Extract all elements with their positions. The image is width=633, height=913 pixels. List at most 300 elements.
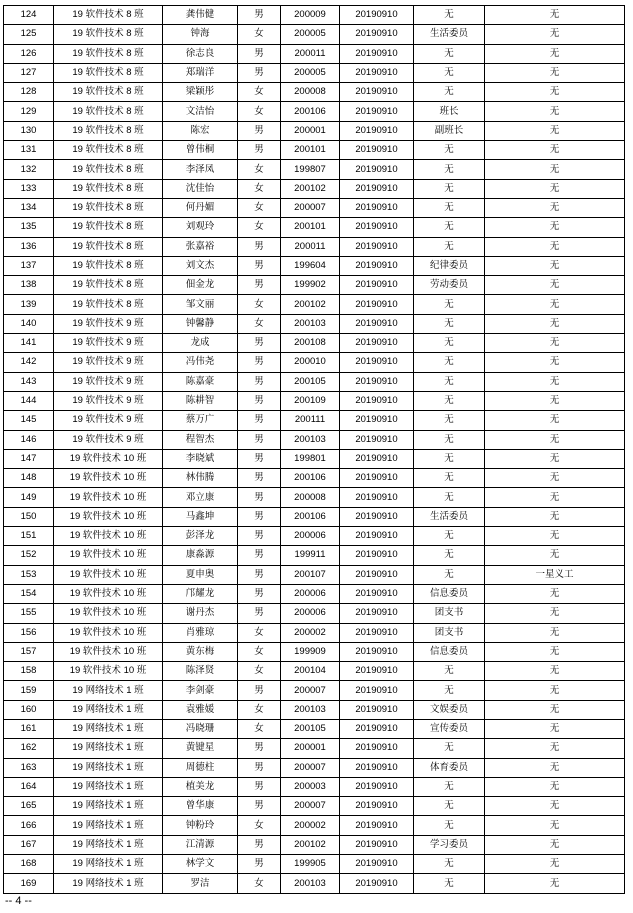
gender-cell: 男 bbox=[238, 527, 281, 546]
enroll-date-cell: 20190910 bbox=[340, 855, 414, 874]
birth-cell: 200108 bbox=[281, 334, 340, 353]
position-cell: 信息委员 bbox=[414, 584, 485, 603]
honor-cell: 无 bbox=[485, 295, 625, 314]
honor-cell: 一星义工 bbox=[485, 565, 625, 584]
class-cell: 19 网络技术 1 班 bbox=[54, 816, 163, 835]
name-cell: 程智杰 bbox=[163, 430, 238, 449]
birth-cell: 200104 bbox=[281, 662, 340, 681]
gender-cell: 男 bbox=[238, 855, 281, 874]
birth-cell: 200106 bbox=[281, 469, 340, 488]
enroll-date-cell: 20190910 bbox=[340, 469, 414, 488]
enroll-date-cell: 20190910 bbox=[340, 25, 414, 44]
birth-cell: 200002 bbox=[281, 623, 340, 642]
honor-cell: 无 bbox=[485, 835, 625, 854]
name-cell: 李晓斌 bbox=[163, 449, 238, 468]
honor-cell: 无 bbox=[485, 662, 625, 681]
gender-cell: 男 bbox=[238, 411, 281, 430]
class-cell: 19 软件技术 9 班 bbox=[54, 430, 163, 449]
table-row bbox=[4, 25, 625, 44]
position-cell: 生活委员 bbox=[414, 25, 485, 44]
birth-cell: 200109 bbox=[281, 391, 340, 410]
enroll-date-cell: 20190910 bbox=[340, 546, 414, 565]
birth-cell: 200011 bbox=[281, 44, 340, 63]
enroll-date-cell: 20190910 bbox=[340, 874, 414, 893]
class-cell: 19 软件技术 8 班 bbox=[54, 63, 163, 82]
name-cell: 李剑豪 bbox=[163, 681, 238, 700]
name-cell: 佃金龙 bbox=[163, 276, 238, 295]
position-cell: 无 bbox=[414, 353, 485, 372]
seq-cell: 128 bbox=[4, 83, 54, 102]
birth-cell: 200103 bbox=[281, 874, 340, 893]
name-cell: 邓立康 bbox=[163, 488, 238, 507]
class-cell: 19 软件技术 8 班 bbox=[54, 102, 163, 121]
seq-cell: 125 bbox=[4, 25, 54, 44]
honor-cell: 无 bbox=[485, 276, 625, 295]
gender-cell: 女 bbox=[238, 623, 281, 642]
seq-cell: 146 bbox=[4, 430, 54, 449]
class-cell: 19 软件技术 8 班 bbox=[54, 83, 163, 102]
table-row bbox=[4, 546, 625, 565]
class-cell: 19 软件技术 10 班 bbox=[54, 604, 163, 623]
class-cell: 19 软件技术 9 班 bbox=[54, 372, 163, 391]
class-cell: 19 软件技术 9 班 bbox=[54, 411, 163, 430]
honor-cell: 无 bbox=[485, 527, 625, 546]
honor-cell: 无 bbox=[485, 777, 625, 796]
table-row bbox=[4, 430, 625, 449]
position-cell: 团支书 bbox=[414, 604, 485, 623]
honor-cell: 无 bbox=[485, 469, 625, 488]
gender-cell: 男 bbox=[238, 777, 281, 796]
table-row bbox=[4, 334, 625, 353]
position-cell: 无 bbox=[414, 218, 485, 237]
table-row bbox=[4, 44, 625, 63]
enroll-date-cell: 20190910 bbox=[340, 179, 414, 198]
gender-cell: 女 bbox=[238, 102, 281, 121]
gender-cell: 男 bbox=[238, 372, 281, 391]
table-row bbox=[4, 449, 625, 468]
seq-cell: 167 bbox=[4, 835, 54, 854]
honor-cell: 无 bbox=[485, 700, 625, 719]
honor-cell: 无 bbox=[485, 449, 625, 468]
gender-cell: 女 bbox=[238, 295, 281, 314]
class-cell: 19 网络技术 1 班 bbox=[54, 797, 163, 816]
position-cell: 无 bbox=[414, 198, 485, 217]
birth-cell: 200003 bbox=[281, 777, 340, 796]
birth-cell: 200001 bbox=[281, 121, 340, 140]
position-cell: 无 bbox=[414, 179, 485, 198]
class-cell: 19 网络技术 1 班 bbox=[54, 855, 163, 874]
name-cell: 钟粉玲 bbox=[163, 816, 238, 835]
gender-cell: 男 bbox=[238, 63, 281, 82]
position-cell: 无 bbox=[414, 777, 485, 796]
honor-cell: 无 bbox=[485, 44, 625, 63]
position-cell: 无 bbox=[414, 546, 485, 565]
birth-cell: 200101 bbox=[281, 141, 340, 160]
name-cell: 林伟腾 bbox=[163, 469, 238, 488]
name-cell: 何丹媚 bbox=[163, 198, 238, 217]
enroll-date-cell: 20190910 bbox=[340, 237, 414, 256]
position-cell: 无 bbox=[414, 874, 485, 893]
honor-cell: 无 bbox=[485, 63, 625, 82]
enroll-date-cell: 20190910 bbox=[340, 372, 414, 391]
table-row bbox=[4, 662, 625, 681]
honor-cell: 无 bbox=[485, 623, 625, 642]
name-cell: 周德柱 bbox=[163, 758, 238, 777]
class-cell: 19 软件技术 9 班 bbox=[54, 334, 163, 353]
seq-cell: 160 bbox=[4, 700, 54, 719]
birth-cell: 200009 bbox=[281, 6, 340, 25]
table-row bbox=[4, 63, 625, 82]
birth-cell: 200103 bbox=[281, 700, 340, 719]
class-cell: 19 软件技术 8 班 bbox=[54, 179, 163, 198]
gender-cell: 女 bbox=[238, 160, 281, 179]
table-row bbox=[4, 488, 625, 507]
gender-cell: 女 bbox=[238, 816, 281, 835]
seq-cell: 153 bbox=[4, 565, 54, 584]
position-cell: 无 bbox=[414, 334, 485, 353]
honor-cell: 无 bbox=[485, 353, 625, 372]
honor-cell: 无 bbox=[485, 816, 625, 835]
table-row bbox=[4, 237, 625, 256]
gender-cell: 女 bbox=[238, 700, 281, 719]
enroll-date-cell: 20190910 bbox=[340, 527, 414, 546]
birth-cell: 200106 bbox=[281, 507, 340, 526]
table-row bbox=[4, 314, 625, 333]
position-cell: 无 bbox=[414, 63, 485, 82]
enroll-date-cell: 20190910 bbox=[340, 739, 414, 758]
seq-cell: 134 bbox=[4, 198, 54, 217]
honor-cell: 无 bbox=[485, 25, 625, 44]
name-cell: 冯伟尧 bbox=[163, 353, 238, 372]
honor-cell: 无 bbox=[485, 256, 625, 275]
birth-cell: 199911 bbox=[281, 546, 340, 565]
table-row bbox=[4, 874, 625, 893]
name-cell: 蔡万广 bbox=[163, 411, 238, 430]
honor-cell: 无 bbox=[485, 719, 625, 738]
table-row bbox=[4, 353, 625, 372]
gender-cell: 男 bbox=[238, 276, 281, 295]
class-cell: 19 软件技术 9 班 bbox=[54, 314, 163, 333]
name-cell: 马鑫坤 bbox=[163, 507, 238, 526]
honor-cell: 无 bbox=[485, 121, 625, 140]
class-cell: 19 软件技术 8 班 bbox=[54, 25, 163, 44]
seq-cell: 138 bbox=[4, 276, 54, 295]
seq-cell: 124 bbox=[4, 6, 54, 25]
enroll-date-cell: 20190910 bbox=[340, 681, 414, 700]
position-cell: 无 bbox=[414, 83, 485, 102]
position-cell: 文娱委员 bbox=[414, 700, 485, 719]
enroll-date-cell: 20190910 bbox=[340, 662, 414, 681]
table-row bbox=[4, 469, 625, 488]
gender-cell: 男 bbox=[238, 758, 281, 777]
honor-cell: 无 bbox=[485, 141, 625, 160]
seq-cell: 155 bbox=[4, 604, 54, 623]
honor-cell: 无 bbox=[485, 739, 625, 758]
table-row bbox=[4, 681, 625, 700]
birth-cell: 200111 bbox=[281, 411, 340, 430]
honor-cell: 无 bbox=[485, 198, 625, 217]
class-cell: 19 网络技术 1 班 bbox=[54, 719, 163, 738]
table-row bbox=[4, 372, 625, 391]
enroll-date-cell: 20190910 bbox=[340, 816, 414, 835]
name-cell: 张嘉裕 bbox=[163, 237, 238, 256]
birth-cell: 200005 bbox=[281, 63, 340, 82]
position-cell: 无 bbox=[414, 160, 485, 179]
class-cell: 19 网络技术 1 班 bbox=[54, 758, 163, 777]
enroll-date-cell: 20190910 bbox=[340, 565, 414, 584]
name-cell: 林学文 bbox=[163, 855, 238, 874]
honor-cell: 无 bbox=[485, 797, 625, 816]
table-row bbox=[4, 218, 625, 237]
roster-body bbox=[4, 6, 625, 894]
position-cell: 无 bbox=[414, 44, 485, 63]
honor-cell: 无 bbox=[485, 507, 625, 526]
seq-cell: 147 bbox=[4, 449, 54, 468]
gender-cell: 男 bbox=[238, 44, 281, 63]
table-row bbox=[4, 565, 625, 584]
name-cell: 梁颖彤 bbox=[163, 83, 238, 102]
position-cell: 学习委员 bbox=[414, 835, 485, 854]
seq-cell: 143 bbox=[4, 372, 54, 391]
class-cell: 19 软件技术 8 班 bbox=[54, 218, 163, 237]
honor-cell: 无 bbox=[485, 83, 625, 102]
class-cell: 19 网络技术 1 班 bbox=[54, 681, 163, 700]
seq-cell: 150 bbox=[4, 507, 54, 526]
honor-cell: 无 bbox=[485, 874, 625, 893]
enroll-date-cell: 20190910 bbox=[340, 141, 414, 160]
gender-cell: 男 bbox=[238, 353, 281, 372]
name-cell: 康淼源 bbox=[163, 546, 238, 565]
enroll-date-cell: 20190910 bbox=[340, 584, 414, 603]
student-roster-table bbox=[3, 5, 625, 894]
gender-cell: 男 bbox=[238, 507, 281, 526]
enroll-date-cell: 20190910 bbox=[340, 700, 414, 719]
name-cell: 谢丹杰 bbox=[163, 604, 238, 623]
class-cell: 19 网络技术 1 班 bbox=[54, 835, 163, 854]
class-cell: 19 软件技术 10 班 bbox=[54, 546, 163, 565]
enroll-date-cell: 20190910 bbox=[340, 411, 414, 430]
table-row bbox=[4, 411, 625, 430]
enroll-date-cell: 20190910 bbox=[340, 835, 414, 854]
enroll-date-cell: 20190910 bbox=[340, 642, 414, 661]
enroll-date-cell: 20190910 bbox=[340, 507, 414, 526]
gender-cell: 男 bbox=[238, 430, 281, 449]
enroll-date-cell: 20190910 bbox=[340, 353, 414, 372]
honor-cell: 无 bbox=[485, 488, 625, 507]
enroll-date-cell: 20190910 bbox=[340, 719, 414, 738]
name-cell: 邝耀龙 bbox=[163, 584, 238, 603]
enroll-date-cell: 20190910 bbox=[340, 121, 414, 140]
enroll-date-cell: 20190910 bbox=[340, 758, 414, 777]
enroll-date-cell: 20190910 bbox=[340, 391, 414, 410]
birth-cell: 200010 bbox=[281, 353, 340, 372]
honor-cell: 无 bbox=[485, 391, 625, 410]
birth-cell: 200006 bbox=[281, 604, 340, 623]
name-cell: 陈宏 bbox=[163, 121, 238, 140]
seq-cell: 142 bbox=[4, 353, 54, 372]
position-cell: 无 bbox=[414, 295, 485, 314]
class-cell: 19 软件技术 10 班 bbox=[54, 507, 163, 526]
birth-cell: 200007 bbox=[281, 758, 340, 777]
name-cell: 徐志良 bbox=[163, 44, 238, 63]
seq-cell: 136 bbox=[4, 237, 54, 256]
birth-cell: 199909 bbox=[281, 642, 340, 661]
table-row bbox=[4, 816, 625, 835]
position-cell: 无 bbox=[414, 372, 485, 391]
gender-cell: 男 bbox=[238, 256, 281, 275]
position-cell: 体育委员 bbox=[414, 758, 485, 777]
birth-cell: 200007 bbox=[281, 198, 340, 217]
table-row bbox=[4, 256, 625, 275]
class-cell: 19 软件技术 10 班 bbox=[54, 449, 163, 468]
seq-cell: 166 bbox=[4, 816, 54, 835]
position-cell: 无 bbox=[414, 469, 485, 488]
gender-cell: 男 bbox=[238, 739, 281, 758]
position-cell: 无 bbox=[414, 411, 485, 430]
enroll-date-cell: 20190910 bbox=[340, 102, 414, 121]
table-row bbox=[4, 527, 625, 546]
enroll-date-cell: 20190910 bbox=[340, 430, 414, 449]
seq-cell: 154 bbox=[4, 584, 54, 603]
seq-cell: 168 bbox=[4, 855, 54, 874]
name-cell: 钟馨静 bbox=[163, 314, 238, 333]
class-cell: 19 软件技术 10 班 bbox=[54, 584, 163, 603]
name-cell: 植美龙 bbox=[163, 777, 238, 796]
gender-cell: 男 bbox=[238, 334, 281, 353]
name-cell: 袁雅媛 bbox=[163, 700, 238, 719]
position-cell: 无 bbox=[414, 739, 485, 758]
seq-cell: 130 bbox=[4, 121, 54, 140]
enroll-date-cell: 20190910 bbox=[340, 604, 414, 623]
name-cell: 江清源 bbox=[163, 835, 238, 854]
seq-cell: 139 bbox=[4, 295, 54, 314]
enroll-date-cell: 20190910 bbox=[340, 63, 414, 82]
name-cell: 李泽凤 bbox=[163, 160, 238, 179]
table-row bbox=[4, 623, 625, 642]
position-cell: 无 bbox=[414, 527, 485, 546]
table-row bbox=[4, 797, 625, 816]
name-cell: 邹文丽 bbox=[163, 295, 238, 314]
gender-cell: 男 bbox=[238, 565, 281, 584]
name-cell: 沈佳怡 bbox=[163, 179, 238, 198]
birth-cell: 199905 bbox=[281, 855, 340, 874]
name-cell: 陈泽贤 bbox=[163, 662, 238, 681]
gender-cell: 女 bbox=[238, 642, 281, 661]
honor-cell: 无 bbox=[485, 546, 625, 565]
table-row bbox=[4, 777, 625, 796]
position-cell: 劳动委员 bbox=[414, 276, 485, 295]
enroll-date-cell: 20190910 bbox=[340, 334, 414, 353]
seq-cell: 133 bbox=[4, 179, 54, 198]
seq-cell: 157 bbox=[4, 642, 54, 661]
table-row bbox=[4, 198, 625, 217]
gender-cell: 女 bbox=[238, 198, 281, 217]
seq-cell: 148 bbox=[4, 469, 54, 488]
position-cell: 无 bbox=[414, 6, 485, 25]
seq-cell: 141 bbox=[4, 334, 54, 353]
honor-cell: 无 bbox=[485, 604, 625, 623]
birth-cell: 200103 bbox=[281, 314, 340, 333]
name-cell: 冯晓珊 bbox=[163, 719, 238, 738]
honor-cell: 无 bbox=[485, 372, 625, 391]
birth-cell: 200007 bbox=[281, 681, 340, 700]
position-cell: 宣传委员 bbox=[414, 719, 485, 738]
birth-cell: 199807 bbox=[281, 160, 340, 179]
position-cell: 信息委员 bbox=[414, 642, 485, 661]
seq-cell: 145 bbox=[4, 411, 54, 430]
seq-cell: 169 bbox=[4, 874, 54, 893]
gender-cell: 男 bbox=[238, 488, 281, 507]
seq-cell: 126 bbox=[4, 44, 54, 63]
enroll-date-cell: 20190910 bbox=[340, 256, 414, 275]
gender-cell: 男 bbox=[238, 121, 281, 140]
table-row bbox=[4, 295, 625, 314]
position-cell: 无 bbox=[414, 816, 485, 835]
position-cell: 无 bbox=[414, 237, 485, 256]
enroll-date-cell: 20190910 bbox=[340, 449, 414, 468]
honor-cell: 无 bbox=[485, 334, 625, 353]
honor-cell: 无 bbox=[485, 237, 625, 256]
seq-cell: 163 bbox=[4, 758, 54, 777]
position-cell: 无 bbox=[414, 681, 485, 700]
enroll-date-cell: 20190910 bbox=[340, 218, 414, 237]
page-number: -- 4 -- bbox=[5, 895, 32, 907]
enroll-date-cell: 20190910 bbox=[340, 276, 414, 295]
table-row bbox=[4, 121, 625, 140]
gender-cell: 男 bbox=[238, 835, 281, 854]
class-cell: 19 软件技术 10 班 bbox=[54, 488, 163, 507]
name-cell: 罗洁 bbox=[163, 874, 238, 893]
gender-cell: 女 bbox=[238, 83, 281, 102]
honor-cell: 无 bbox=[485, 642, 625, 661]
gender-cell: 男 bbox=[238, 449, 281, 468]
name-cell: 龚伟健 bbox=[163, 6, 238, 25]
gender-cell: 女 bbox=[238, 874, 281, 893]
name-cell: 肖雅琼 bbox=[163, 623, 238, 642]
enroll-date-cell: 20190910 bbox=[340, 623, 414, 642]
birth-cell: 200006 bbox=[281, 527, 340, 546]
position-cell: 纪律委员 bbox=[414, 256, 485, 275]
class-cell: 19 软件技术 8 班 bbox=[54, 6, 163, 25]
table-row bbox=[4, 507, 625, 526]
gender-cell: 男 bbox=[238, 584, 281, 603]
seq-cell: 151 bbox=[4, 527, 54, 546]
table-row bbox=[4, 584, 625, 603]
gender-cell: 女 bbox=[238, 218, 281, 237]
enroll-date-cell: 20190910 bbox=[340, 314, 414, 333]
seq-cell: 144 bbox=[4, 391, 54, 410]
name-cell: 黄键星 bbox=[163, 739, 238, 758]
gender-cell: 男 bbox=[238, 546, 281, 565]
seq-cell: 161 bbox=[4, 719, 54, 738]
table-row bbox=[4, 160, 625, 179]
seq-cell: 129 bbox=[4, 102, 54, 121]
position-cell: 无 bbox=[414, 565, 485, 584]
enroll-date-cell: 20190910 bbox=[340, 198, 414, 217]
enroll-date-cell: 20190910 bbox=[340, 44, 414, 63]
honor-cell: 无 bbox=[485, 681, 625, 700]
enroll-date-cell: 20190910 bbox=[340, 160, 414, 179]
table-row bbox=[4, 391, 625, 410]
position-cell: 团支书 bbox=[414, 623, 485, 642]
gender-cell: 男 bbox=[238, 237, 281, 256]
table-row bbox=[4, 276, 625, 295]
honor-cell: 无 bbox=[485, 584, 625, 603]
class-cell: 19 软件技术 8 班 bbox=[54, 141, 163, 160]
position-cell: 班长 bbox=[414, 102, 485, 121]
gender-cell: 女 bbox=[238, 179, 281, 198]
honor-cell: 无 bbox=[485, 855, 625, 874]
